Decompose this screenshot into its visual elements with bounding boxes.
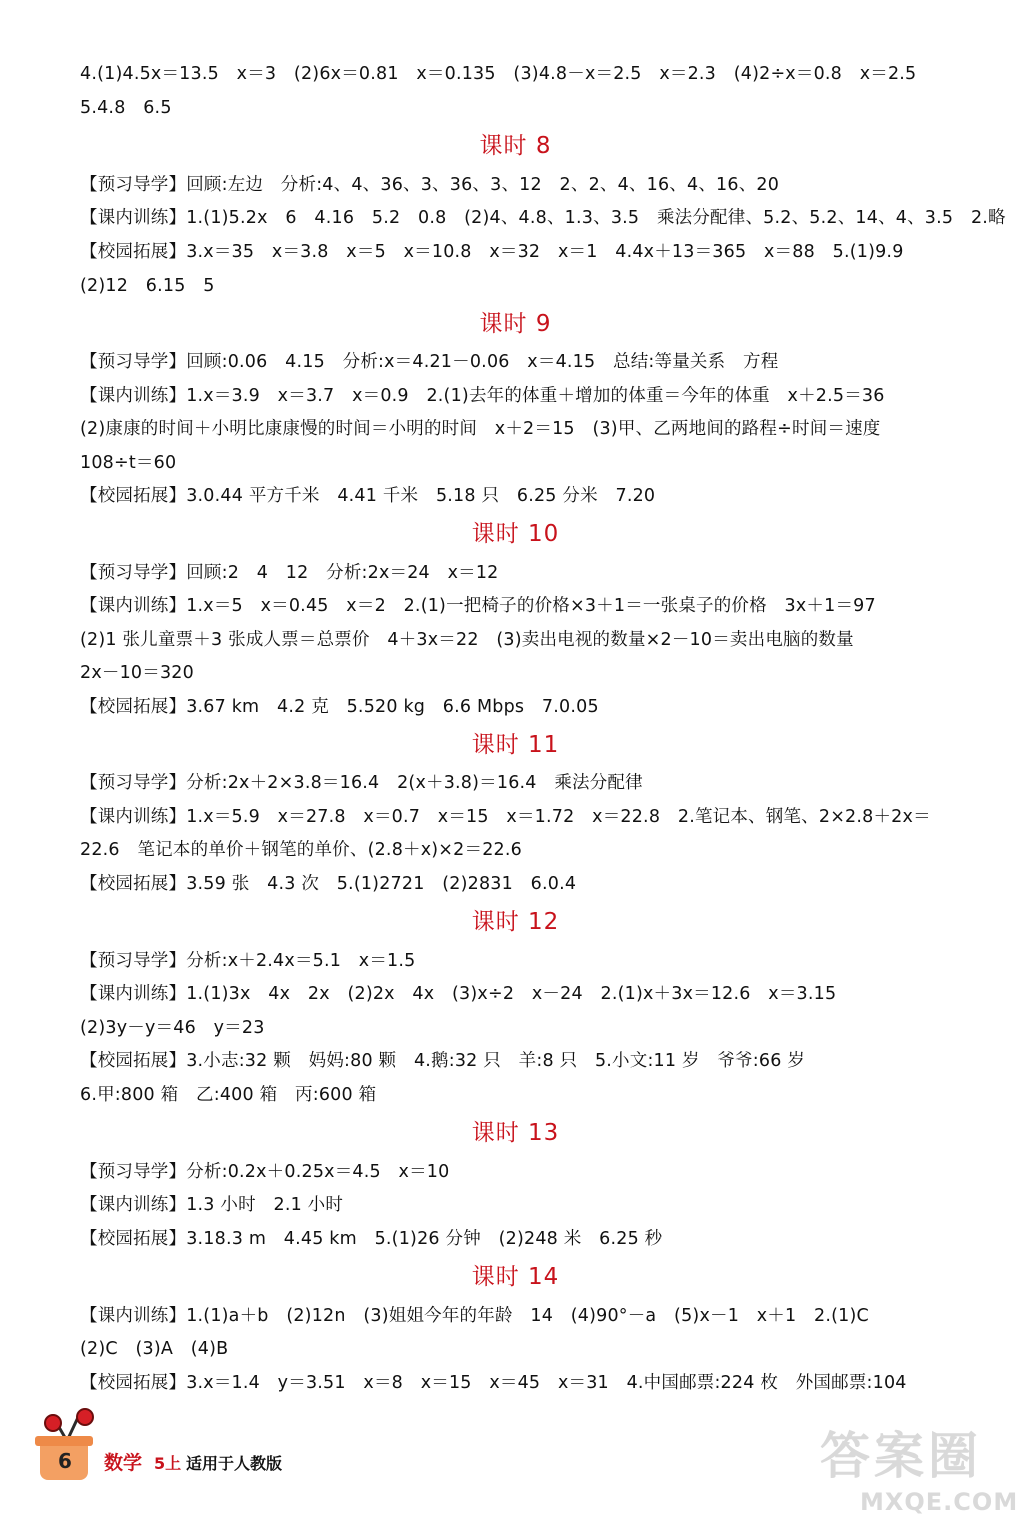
answer-line: 【课内训练】1.x＝5 x＝0.45 x＝2 2.(1)一把椅子的价格×3＋1＝一张桌子的价格 3x＋1＝97 (80, 596, 876, 616)
answer-line: 【校园拓展】3.x＝1.4 y＝3.51 x＝8 x＝15 x＝45 x＝31 4.中国邮票:224 枚 外国邮票:104 (80, 1373, 907, 1393)
footer-grade: 5上 (154, 1454, 182, 1473)
answer-line: 【预习导学】回顾:左边 分析:4、4、36、3、36、3、12 2、2、4、16、4、16、20 (80, 175, 780, 195)
answer-line: 【课内训练】1.x＝3.9 x＝3.7 x＝0.9 2.(1)去年的体重＋增加的体重＝今年的体重 x＋2.5＝36 (80, 386, 885, 406)
watermark-text: 答案圈 (820, 1427, 982, 1485)
answer-line: 【预习导学】分析:0.2x＋0.25x＝4.5 x＝10 (80, 1162, 450, 1182)
section-heading: 课时 11 (471, 732, 560, 758)
answer-line: 【校园拓展】3.18.3 m 4.45 km 5.(1)26 分钟 (2)248 米 6.25 秒 (80, 1229, 663, 1249)
footer-edition: 适用于人教版 (186, 1454, 283, 1473)
section-heading: 课时 10 (471, 521, 560, 547)
answer-line: 【课内训练】1.(1)a＋b (2)12n (3)姐姐今年的年龄 14 (4)90°－a (5)x－1 x＋1 2.(1)C (80, 1306, 869, 1326)
watermark (820, 1427, 1019, 1528)
answer-line: (2)康康的时间＋小明比康康慢的时间＝小明的时间 x＋2＝15 (3)甲、乙两地间的路程÷时间＝速度 (80, 419, 881, 439)
answer-line: 4.(1)4.5x＝13.5 x＝3 (2)6x＝0.81 x＝0.135 (3)4.8－x＝2.5 x＝2.3 (4)2÷x＝0.8 x＝2.5 (80, 64, 917, 84)
answer-line: 【预习导学】分析:x＋2.4x＝5.1 x＝1.5 (80, 951, 416, 971)
section-heading: 课时 14 (471, 1264, 560, 1290)
answer-line: 【课内训练】1.(1)5.2x 6 4.16 5.2 0.8 (2)4、4.8、1.3、3.5 乘法分配律、5.2、5.2、14、4、3.5 2.略 (80, 208, 1006, 228)
answer-line: 108÷t＝60 (80, 453, 177, 473)
answer-line: 5.4.8 6.5 (80, 98, 172, 118)
footer-subject: 数学 (104, 1452, 143, 1474)
section-heading: 课时 13 (471, 1120, 560, 1146)
section-heading: 课时 12 (471, 909, 560, 935)
answer-line: 【校园拓展】3.x＝35 x＝3.8 x＝5 x＝10.8 x＝32 x＝1 4.4x＋13＝365 x＝88 5.(1)9.9 (80, 242, 904, 262)
berry-icon (76, 1408, 94, 1426)
answer-line: 【校园拓展】3.0.44 平方千米 4.41 千米 5.18 只 6.25 分米 7.20 (80, 486, 656, 506)
answer-line: 【课内训练】1.(1)3x 4x 2x (2)2x 4x (3)x÷2 x－24 2.(1)x＋3x＝12.6 x＝3.15 (80, 984, 837, 1004)
berry-icon (44, 1414, 62, 1432)
answer-line: 【课内训练】1.x＝5.9 x＝27.8 x＝0.7 x＝15 x＝1.72 x＝22.8 2.笔记本、钢笔、2×2.8＋2x＝ (80, 807, 931, 827)
watermark-url: MXQE.COM (860, 1488, 1019, 1516)
page-footer (30, 1408, 330, 1488)
answer-line: 【预习导学】回顾:2 4 12 分析:2x＝24 x＝12 (80, 563, 499, 583)
answer-line: (2)3y－y＝46 y＝23 (80, 1018, 265, 1038)
answer-line: 【课内训练】1.3 小时 2.1 小时 (80, 1195, 344, 1215)
answer-line: 22.6 笔记本的单价＋钢笔的单价、(2.8＋x)×2＝22.6 (80, 840, 522, 860)
flower-pot-rim (35, 1436, 93, 1446)
page-number: 6 (58, 1449, 72, 1473)
answer-line: 【校园拓展】3.67 km 4.2 克 5.520 kg 6.6 Mbps 7.0.05 (80, 697, 599, 717)
answer-line: (2)12 6.15 5 (80, 276, 215, 296)
section-heading: 课时 9 (479, 311, 552, 337)
section-heading: 课时 8 (479, 133, 552, 159)
answer-line: (2)1 张儿童票＋3 张成人票＝总票价 4＋3x＝22 (3)卖出电视的数量×2－10＝卖出电脑的数量 (80, 630, 854, 650)
answer-line: 【预习导学】回顾:0.06 4.15 分析:x＝4.21－0.06 x＝4.15 总结:等量关系 方程 (80, 352, 779, 372)
answer-line: (2)C (3)A (4)B (80, 1339, 229, 1359)
answer-line: 6.甲:800 箱 乙:400 箱 丙:600 箱 (80, 1085, 377, 1105)
answer-line: 【预习导学】分析:2x＋2×3.8＝16.4 2(x＋3.8)＝16.4 乘法分配律 (80, 773, 643, 793)
answer-line: 【校园拓展】3.小志:32 颗 妈妈:80 颗 4.鹅:32 只 羊:8 只 5.小文:11 岁 爷爷:66 岁 (80, 1051, 806, 1071)
answer-line: 2x－10＝320 (80, 663, 194, 683)
answer-line: 【校园拓展】3.59 张 4.3 次 5.(1)2721 (2)2831 6.0.4 (80, 874, 577, 894)
